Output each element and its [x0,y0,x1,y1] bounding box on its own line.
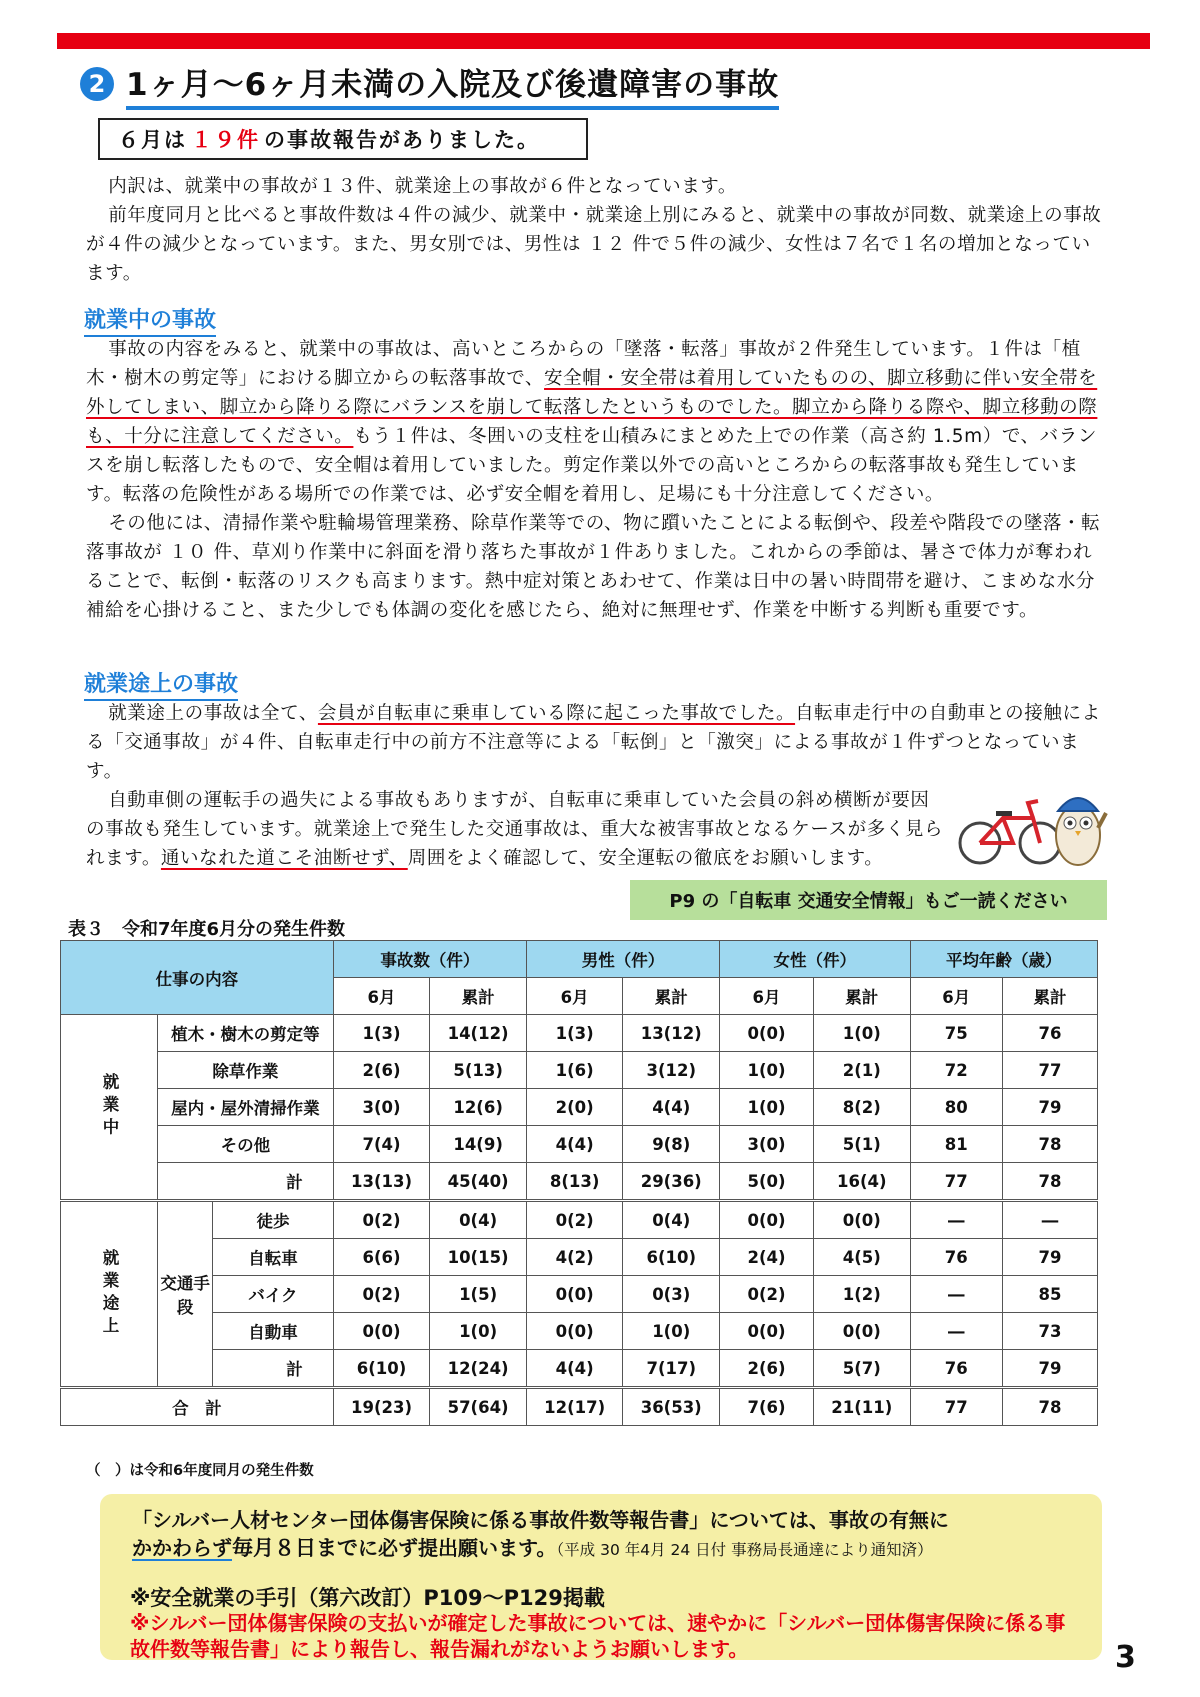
table-cell: 45(40) [430,1163,527,1201]
table-cell: 1(5) [430,1276,527,1313]
work-p1-underlined: 安全帽・安全帯は着用していたものの、脚立移動に伴い安全帯を外してしまい、脚立から降りる際にバランスを崩して転落したというものでした。脚立から降りる際や、脚立移動の際も、十分に注意してください。 [86,368,1098,447]
p9-reference-banner: P9 の「自転車 交通安全情報」もご一読ください [630,880,1107,920]
table-cell: 1(6) [526,1052,623,1089]
notice-l1b: については、事故の有無に [709,1508,949,1532]
table-cell: 0(0) [813,1313,910,1350]
table-cell: 75 [910,1015,1002,1052]
table-cell: 78 [1002,1126,1097,1163]
row-label: 除草作業 [158,1052,334,1089]
row-label: 徒歩 [213,1201,334,1239]
table-cell: 7(4) [333,1126,430,1163]
work-accidents-text [86,335,1106,625]
table-cell: 80 [910,1089,1002,1126]
table-cell: 72 [910,1052,1002,1089]
table-cell: 0(2) [526,1201,623,1239]
table-cell: ― [910,1313,1002,1350]
table-cell: 6(10) [333,1350,430,1388]
table-cell: 13(13) [333,1163,430,1201]
notice-l2a: かかわらず [132,1536,232,1560]
table-cell: 0(2) [720,1276,814,1313]
table-cell: 3(12) [623,1052,720,1089]
table-cell: 79 [1002,1239,1097,1276]
notice-report-title: 「シルバー人材センター団体傷害保険に係る事故件数等報告書」 [132,1508,710,1532]
notice-l2-small: （平成 30 年4月 24 日付 事務局長通達により通知済） [556,1541,933,1559]
table-cell: 76 [910,1350,1002,1388]
row-label: 計 [213,1350,334,1388]
table-row [61,1089,1098,1126]
commute-rows [61,1201,1098,1388]
table-cell: 4(5) [813,1239,910,1276]
row-label: 自動車 [213,1313,334,1350]
table-cell: 77 [910,1163,1002,1201]
commute-p1 [86,699,1106,786]
row-label: その他 [158,1126,334,1163]
table-cell: 78 [1002,1388,1097,1426]
top-red-bar [57,33,1150,49]
table-cell: 79 [1002,1089,1097,1126]
table-cell: 0(0) [333,1313,430,1350]
notice-deadline: 毎月８日まで [232,1536,358,1560]
work-p1 [86,335,1106,509]
notice-warning: ※シルバー団体傷害保険の支払いが確定した事故については、速やかに「シルバー団体傷害保険に係る事故件数等報告書」により報告し、報告漏れがないようお願いします。 [130,1611,1066,1661]
table-cell: 5(7) [813,1350,910,1388]
header-group-age: 平均年齢（歳） [910,941,1097,978]
group-label-work: 就業中 [61,1015,158,1201]
header-sub: 累計 [430,978,527,1015]
report-summary-box [98,118,588,160]
commute-p1a: 就業途上の事故は全て、 [108,703,318,724]
table-row [61,1201,1098,1239]
table-cell: 0(4) [430,1201,527,1239]
table-cell: 2(6) [333,1052,430,1089]
table-cell: 8(13) [526,1163,623,1201]
table-cell: 1(2) [813,1276,910,1313]
header-group-male: 男性（件） [526,941,719,978]
table-cell: 0(0) [526,1276,623,1313]
table-cell: 85 [1002,1276,1097,1313]
work-p1a: 事故の内容をみると、就業中の事故は、高いところからの「墜落・転落」事故が２件発生しています。１件は「植木・樹木の剪定等」における脚立からの転落事故で、 [86,339,1081,389]
table-cell: 3(0) [720,1126,814,1163]
row-label: 屋内・屋外清掃作業 [158,1089,334,1126]
work-p2: その他には、清掃作業や駐輪場管理業務、除草作業等での、物に躓いたことによる転倒や、段差や階段での墜落・転落事故が １０ 件、草刈り作業中に斜面を滑り落ちた事故が１件ありました。これからの季節は、暑さで体力が奪われることで、転倒・転落のリスクも高まります。熱中症対策とあわせて、作業は日中の暑い時間帯を避け、こまめな水分補給を心掛けること、また少しでも体調の変化を感じたら、絶対に無理せず、作業を中断する判断も重要です。 [86,513,1101,621]
table-cell: 79 [1002,1350,1097,1388]
work-p1b: もう１件は、冬囲いの支柱を山積みにまとめた上での作業（高さ約 1.5m）で、バランスを崩し転落したもので、安全帽は着用していました。剪定作業以外での高いところからの転落事故も発生しています。転落の危険性がある場所での作業では、必ず安全帽を着用し、足場にも十分注意してください。 [86,426,1097,505]
accident-stats-table [60,940,1098,1426]
table-cell: 5(1) [813,1126,910,1163]
table-cell: 0(0) [720,1201,814,1239]
table-cell: 12(17) [526,1388,623,1426]
table-row [61,1239,1098,1276]
table-cell: 5(13) [430,1052,527,1089]
table-cell: 4(4) [623,1089,720,1126]
intro-text [86,172,1106,288]
table-cell: 14(12) [430,1015,527,1052]
intro-p2: 前年度同月と比べると事故件数は４件の減少、就業中・就業途上別にみると、就業中の事故が同数、就業途上の事故が４件の減少となっています。また、男女別では、男性は １２ 件で５件の減少、女性は７名で１名の増加となっています。 [86,205,1102,284]
page-title: 1ヶ月～6ヶ月未満の入院及び後遺障害の事故 [126,59,779,110]
table-row [61,1350,1098,1388]
total-rows [61,1388,1098,1426]
table-note: （ ）は令和6年度同月の発生件数 [86,1463,314,1479]
header-sub: 累計 [623,978,720,1015]
table-row [61,1276,1098,1313]
table-cell: 6(6) [333,1239,430,1276]
table-cell: 5(0) [720,1163,814,1201]
header-group-total: 事故数（件） [333,941,526,978]
header-work: 仕事の内容 [61,941,334,1015]
table-cell: 57(64) [430,1388,527,1426]
table-cell: 77 [910,1388,1002,1426]
table-cell: 19(23) [333,1388,430,1426]
table-row [61,1126,1098,1163]
page-number: 3 [1115,1640,1136,1675]
table-cell: 7(17) [623,1350,720,1388]
table-cell: 2(1) [813,1052,910,1089]
table-cell: 6(10) [623,1239,720,1276]
table-cell: 2(4) [720,1239,814,1276]
table-row [61,1313,1098,1350]
transport-label: 交通手段 [158,1201,213,1388]
table-cell: 0(0) [813,1201,910,1239]
table-header-row-1 [61,941,1098,978]
header-sub: 累計 [1002,978,1097,1015]
table-cell: 0(4) [623,1201,720,1239]
commute-p2-underlined: 通いなれた道こそ油断せず、 [160,848,408,869]
row-label: バイク [213,1276,334,1313]
notice-manual-ref: ※安全就業の手引（第六改訂）P109～P129掲載 [130,1586,605,1610]
table-cell: 8(2) [813,1089,910,1126]
table-cell: 0(2) [333,1276,430,1313]
table-cell: 78 [1002,1163,1097,1201]
bicycle-owl-illustration [958,773,1108,873]
table-cell: 0(0) [526,1313,623,1350]
table-row [61,1163,1098,1201]
section-number-badge: 2 [80,67,114,101]
report-pre: ６月は [118,128,187,152]
table-cell: 12(24) [430,1350,527,1388]
notice-l2c: に必ず提出願います。 [358,1536,557,1560]
header-sub: 6月 [526,978,623,1015]
table-cell: 16(4) [813,1163,910,1201]
table-cell: 1(0) [430,1313,527,1350]
table-cell: 7(6) [720,1388,814,1426]
table-cell: 0(2) [333,1201,430,1239]
row-label: 植木・樹木の剪定等 [158,1015,334,1052]
table-cell: 9(8) [623,1126,720,1163]
table-cell: 0(3) [623,1276,720,1313]
table-cell: 13(12) [623,1015,720,1052]
header-sub: 6月 [720,978,814,1015]
table-cell: ― [1002,1201,1097,1239]
group-label-commute: 就業途上 [61,1201,158,1388]
table-cell: 4(4) [526,1350,623,1388]
table-row-total [61,1388,1098,1426]
table-cell: 1(0) [720,1052,814,1089]
row-label-total: 合 計 [61,1388,334,1426]
commute-p2a: 自動車側の運転手の過失による事故もありますが、自転車に乗車していた会員の斜め横断が要因の事故も発生しています。就業途上で発生した交通事故は、重大な被害事故となるケースが多く見られます。 [86,790,944,869]
table-row [61,1052,1098,1089]
row-label: 自転車 [213,1239,334,1276]
commute-p2 [86,786,946,873]
table-cell: 1(3) [333,1015,430,1052]
table-cell: 2(0) [526,1089,623,1126]
table-row [61,1015,1098,1052]
table-cell: 1(0) [813,1015,910,1052]
table-cell: 1(0) [720,1089,814,1126]
row-label: 計 [158,1163,334,1201]
heading-work-accidents: 就業中の事故 [84,303,216,337]
table-cell: 12(6) [430,1089,527,1126]
notice-line-1 [132,1506,949,1564]
intro-p1: 内訳は、就業中の事故が１３件、就業途上の事故が６件となっています。 [108,176,738,197]
table-cell: 14(9) [430,1126,527,1163]
table-cell: 1(3) [526,1015,623,1052]
table-cell: 21(11) [813,1388,910,1426]
commute-p2b: 周囲をよく確認して、安全運転の徹底をお願いします。 [407,848,884,869]
table-cell: 76 [1002,1015,1097,1052]
work-rows [61,1015,1098,1201]
table-cell: ― [910,1276,1002,1313]
commute-p1-underlined: 会員が自転車に乗車している際に起こった事故でした。 [317,703,796,724]
table-cell: 77 [1002,1052,1097,1089]
table-cell: 0(0) [720,1313,814,1350]
section-title [80,62,779,106]
table-cell: 0(0) [720,1015,814,1052]
report-post: の事故報告がありました。 [264,128,540,152]
table-caption: 表３ 令和7年度6月分の発生件数 [68,919,346,940]
table-cell: 2(6) [720,1350,814,1388]
header-sub: 累計 [813,978,910,1015]
header-sub: 6月 [910,978,1002,1015]
table-cell: 73 [1002,1313,1097,1350]
table-cell: 10(15) [430,1239,527,1276]
heading-commute-accidents: 就業途上の事故 [84,667,238,701]
table-cell: 29(36) [623,1163,720,1201]
table-cell: 76 [910,1239,1002,1276]
report-count: １９件 [191,128,260,152]
table-cell: 3(0) [333,1089,430,1126]
header-group-female: 女性（件） [720,941,911,978]
table-cell: ― [910,1201,1002,1239]
header-sub: 6月 [333,978,430,1015]
table-cell: 4(2) [526,1239,623,1276]
table-cell: 36(53) [623,1388,720,1426]
table-cell: 1(0) [623,1313,720,1350]
table-cell: 81 [910,1126,1002,1163]
table-cell: 4(4) [526,1126,623,1163]
commute-p1b: 自転車走行中の自動車との接触による「交通事故」が４件、自転車走行中の前方不注意等による「転倒」と「激突」による事故が１件ずつとなっています。 [86,703,1101,782]
notice-box [100,1494,1102,1660]
